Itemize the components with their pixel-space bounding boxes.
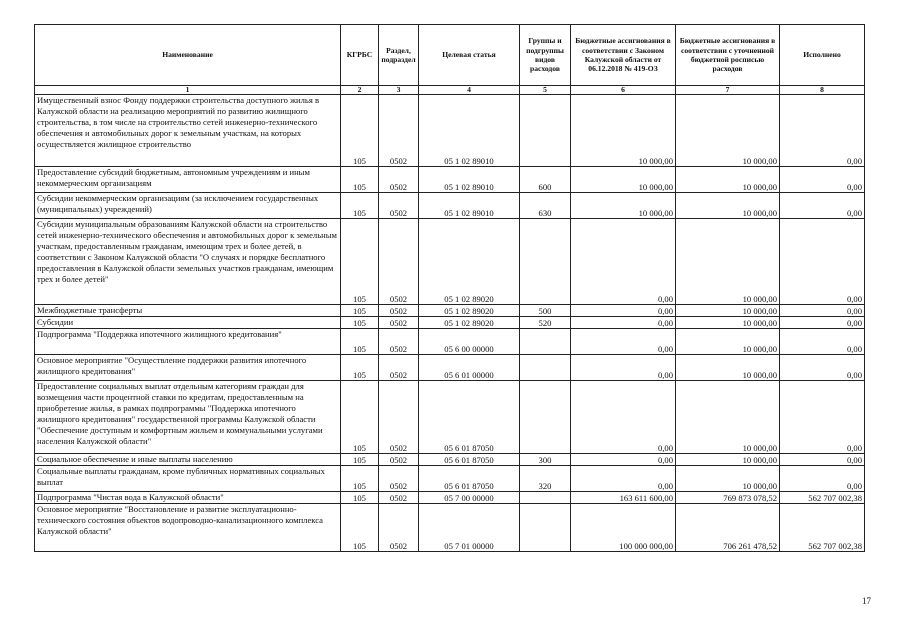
- row-refined-allocation-cell: 769 873 078,52: [676, 492, 780, 504]
- header-law-allocations: Бюджетные ассигнования в соответствии с Законом Калужской области от 06.12.2018 № 419-ОЗ: [571, 25, 676, 86]
- row-law-allocation-cell: 0,00: [571, 219, 676, 305]
- row-law-allocation-cell: 0,00: [571, 381, 676, 454]
- table-row: [35, 193, 865, 219]
- row-target-article-cell: 05 6 01 87050: [419, 466, 520, 492]
- row-kgrbs-cell: 105: [341, 355, 379, 381]
- row-law-allocation-cell: 10 000,00: [571, 167, 676, 193]
- header-row: [35, 25, 865, 86]
- row-expense-group-cell: [520, 95, 571, 167]
- row-kgrbs-cell: 105: [341, 193, 379, 219]
- row-section-cell: 0502: [379, 355, 419, 381]
- table-row: [35, 381, 865, 454]
- table-row: [35, 355, 865, 381]
- row-target-article-cell: 05 1 02 89010: [419, 95, 520, 167]
- row-expense-group-cell: [520, 504, 571, 552]
- row-refined-allocation-cell: 10 000,00: [676, 305, 780, 317]
- row-expense-group-cell: 520: [520, 317, 571, 329]
- row-name-cell: Социальные выплаты гражданам, кроме публичных нормативных социальных выплат: [35, 466, 341, 492]
- row-name-cell: Межбюджетные трансферты: [35, 305, 341, 317]
- row-law-allocation-cell: 0,00: [571, 466, 676, 492]
- row-refined-allocation-cell: 10 000,00: [676, 193, 780, 219]
- row-kgrbs-cell: 105: [341, 95, 379, 167]
- row-section-cell: 0502: [379, 381, 419, 454]
- row-refined-allocation-cell: 10 000,00: [676, 329, 780, 355]
- row-target-article-cell: 05 1 02 89020: [419, 305, 520, 317]
- column-number: 6: [571, 86, 676, 95]
- row-section-cell: 0502: [379, 167, 419, 193]
- header-expense-group: Группы и подгруппы видов расходов: [520, 25, 571, 86]
- row-section-cell: 0502: [379, 329, 419, 355]
- row-expense-group-cell: 320: [520, 466, 571, 492]
- header-kgrbs: КГРБС: [341, 25, 379, 86]
- row-law-allocation-cell: 100 000 000,00: [571, 504, 676, 552]
- row-law-allocation-cell: 163 611 600,00: [571, 492, 676, 504]
- row-executed-cell: 0,00: [780, 167, 865, 193]
- row-name-cell: Социальное обеспечение и иные выплаты населению: [35, 454, 341, 466]
- header-target-article: Целевая статья: [419, 25, 520, 86]
- table-row: [35, 504, 865, 552]
- row-target-article-cell: 05 6 00 00000: [419, 329, 520, 355]
- row-law-allocation-cell: 10 000,00: [571, 193, 676, 219]
- row-section-cell: 0502: [379, 305, 419, 317]
- row-name-cell: Предоставление социальных выплат отдельным категориям граждан для возмещения части процентной ставки по кредитам, предоставленным на приобретение жилья, в рамках подпрограммы "Поддержка ипотечного жилищного кредитования" государственной программы Калужской области "Обеспечение доступным и комфортным жильем и коммунальными услугами населения Калужской области": [35, 381, 341, 454]
- row-expense-group-cell: 300: [520, 454, 571, 466]
- row-kgrbs-cell: 105: [341, 167, 379, 193]
- row-law-allocation-cell: 0,00: [571, 454, 676, 466]
- row-target-article-cell: 05 1 02 89010: [419, 193, 520, 219]
- row-target-article-cell: 05 1 02 89020: [419, 219, 520, 305]
- row-refined-allocation-cell: 10 000,00: [676, 466, 780, 492]
- row-expense-group-cell: [520, 492, 571, 504]
- column-number: 3: [379, 86, 419, 95]
- row-kgrbs-cell: 105: [341, 329, 379, 355]
- row-law-allocation-cell: 0,00: [571, 329, 676, 355]
- header-section: Раздел, подраздел: [379, 25, 419, 86]
- row-name-cell: Предоставление субсидий бюджетным, автономным учреждениям и иным некоммерческим организациям: [35, 167, 341, 193]
- row-section-cell: 0502: [379, 219, 419, 305]
- row-name-cell: Субсидии муниципальным образованиям Калужской области на строительство сетей инженерно-технического обеспечения и автомобильных дорог к земельным участкам, предоставленным гражданам, имеющим трех и более детей, в соответствии с Законом Калужской области "О случаях и порядке бесплатного предоставления в Калужской области земельных участков гражданам, имеющим трех и более детей": [35, 219, 341, 305]
- row-kgrbs-cell: 105: [341, 466, 379, 492]
- table-row: [35, 305, 865, 317]
- row-refined-allocation-cell: 10 000,00: [676, 95, 780, 167]
- row-name-cell: Основное мероприятие "Восстановление и развитие эксплуатационно-технического состояния объектов водопроводно-канализационного комплекса Калужской области": [35, 504, 341, 552]
- row-target-article-cell: 05 7 01 00000: [419, 504, 520, 552]
- table-row: [35, 466, 865, 492]
- row-executed-cell: 0,00: [780, 193, 865, 219]
- table-row: [35, 492, 865, 504]
- row-executed-cell: 0,00: [780, 454, 865, 466]
- header-name: Наименование: [35, 25, 341, 86]
- row-section-cell: 0502: [379, 193, 419, 219]
- row-executed-cell: 0,00: [780, 305, 865, 317]
- row-executed-cell: 0,00: [780, 329, 865, 355]
- row-refined-allocation-cell: 10 000,00: [676, 355, 780, 381]
- row-target-article-cell: 05 1 02 89010: [419, 167, 520, 193]
- row-refined-allocation-cell: 10 000,00: [676, 167, 780, 193]
- header-executed: Исполнено: [780, 25, 865, 86]
- row-name-cell: Основное мероприятие "Осуществление поддержки развития ипотечного жилищного кредитования": [35, 355, 341, 381]
- row-target-article-cell: 05 1 02 89020: [419, 317, 520, 329]
- row-refined-allocation-cell: 10 000,00: [676, 454, 780, 466]
- row-executed-cell: 0,00: [780, 95, 865, 167]
- row-target-article-cell: 05 7 00 00000: [419, 492, 520, 504]
- row-target-article-cell: 05 6 01 00000: [419, 355, 520, 381]
- row-expense-group-cell: 600: [520, 167, 571, 193]
- row-kgrbs-cell: 105: [341, 504, 379, 552]
- row-kgrbs-cell: 105: [341, 492, 379, 504]
- column-number: 1: [35, 86, 341, 95]
- row-section-cell: 0502: [379, 466, 419, 492]
- table-row: [35, 454, 865, 466]
- table-row: [35, 95, 865, 167]
- table-body: [35, 95, 865, 552]
- row-name-cell: Подпрограмма "Чистая вода в Калужской области": [35, 492, 341, 504]
- row-name-cell: Субсидии некоммерческим организациям (за исключением государственных (муниципальных) учреждений): [35, 193, 341, 219]
- row-kgrbs-cell: 105: [341, 454, 379, 466]
- row-section-cell: 0502: [379, 317, 419, 329]
- table-row: [35, 167, 865, 193]
- table-row: [35, 329, 865, 355]
- column-number: 7: [676, 86, 780, 95]
- row-kgrbs-cell: 105: [341, 317, 379, 329]
- row-kgrbs-cell: 105: [341, 219, 379, 305]
- row-expense-group-cell: [520, 219, 571, 305]
- row-section-cell: 0502: [379, 95, 419, 167]
- column-number: 8: [780, 86, 865, 95]
- row-expense-group-cell: 500: [520, 305, 571, 317]
- row-law-allocation-cell: 10 000,00: [571, 95, 676, 167]
- row-name-cell: Подпрограмма "Поддержка ипотечного жилищного кредитования": [35, 329, 341, 355]
- header-refined-allocations: Бюджетные ассигнования в соответствии с уточненной бюджетной росписью расходов: [676, 25, 780, 86]
- row-section-cell: 0502: [379, 504, 419, 552]
- row-law-allocation-cell: 0,00: [571, 305, 676, 317]
- row-refined-allocation-cell: 10 000,00: [676, 317, 780, 329]
- row-executed-cell: 0,00: [780, 317, 865, 329]
- row-executed-cell: 0,00: [780, 355, 865, 381]
- row-expense-group-cell: 630: [520, 193, 571, 219]
- row-executed-cell: 0,00: [780, 381, 865, 454]
- row-kgrbs-cell: 105: [341, 305, 379, 317]
- row-target-article-cell: 05 6 01 87050: [419, 454, 520, 466]
- column-number: 5: [520, 86, 571, 95]
- column-number-row: [35, 86, 865, 95]
- row-expense-group-cell: [520, 329, 571, 355]
- row-refined-allocation-cell: 10 000,00: [676, 381, 780, 454]
- row-expense-group-cell: [520, 381, 571, 454]
- row-section-cell: 0502: [379, 454, 419, 466]
- row-executed-cell: 562 707 002,38: [780, 504, 865, 552]
- row-kgrbs-cell: 105: [341, 381, 379, 454]
- column-number: 2: [341, 86, 379, 95]
- row-target-article-cell: 05 6 01 87050: [419, 381, 520, 454]
- page-number: 17: [862, 596, 871, 606]
- row-refined-allocation-cell: 706 261 478,52: [676, 504, 780, 552]
- row-section-cell: 0502: [379, 492, 419, 504]
- row-law-allocation-cell: 0,00: [571, 317, 676, 329]
- table-row: [35, 317, 865, 329]
- column-number: 4: [419, 86, 520, 95]
- row-name-cell: Субсидии: [35, 317, 341, 329]
- row-executed-cell: 0,00: [780, 219, 865, 305]
- row-executed-cell: 0,00: [780, 466, 865, 492]
- row-expense-group-cell: [520, 355, 571, 381]
- row-executed-cell: 562 707 002,38: [780, 492, 865, 504]
- table-row: [35, 219, 865, 305]
- row-law-allocation-cell: 0,00: [571, 355, 676, 381]
- row-refined-allocation-cell: 10 000,00: [676, 219, 780, 305]
- budget-table: [34, 24, 865, 552]
- row-name-cell: Имущественный взнос Фонду поддержки строительства доступного жилья в Калужской области на реализацию мероприятий по развитию жилищного строительства, в том числе на строительство сетей инженерно-технического обеспечения и автомобильных дорог к земельным участкам, на которых осуществляется жилищное строительство: [35, 95, 341, 167]
